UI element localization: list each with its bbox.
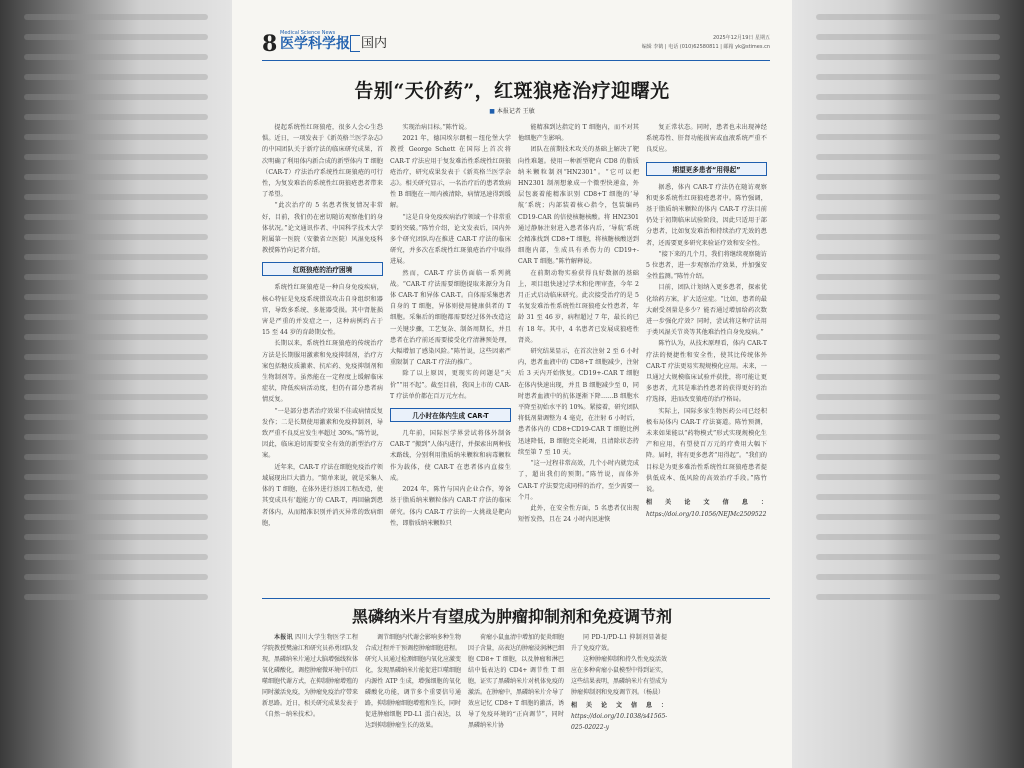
article2-body: [262, 632, 768, 762]
article1-byline: [232, 106, 792, 115]
date-line: 2025年12月19日 星期五: [712, 35, 770, 41]
blurred-backdrop-left: [0, 0, 232, 768]
article1-body: [262, 122, 768, 594]
byline-text: 本报记者 王敏: [496, 108, 535, 115]
paragraph: 实现治病目标。”陈竹说。: [402, 124, 471, 131]
masthead: [262, 30, 770, 57]
paragraph: “这一过程非常高效，几个小时内就完成了，超出我们的预期。”陈竹说，而体外 CAR-T 疗法要完成同样的治疗，至少需要一个月。: [518, 460, 639, 501]
article1-column-2: [390, 122, 511, 594]
subheading: 几小时在体内生成 CAR-T: [390, 408, 511, 422]
paragraph: [262, 632, 358, 720]
paragraph: 目前，团队计划纳入更多患者，探索优化给药方案，扩大适应症。“比如，患者的最大耐受剂量是多少？能否通过增加给药次数进一步强化疗效？同时，尝试将这种疗法用于类风湿关节炎等其他难治性自身免疫病。”: [646, 284, 767, 337]
page-number: 8: [262, 31, 278, 57]
paragraph: “接下来的几个月，我们将继续观察随访 5 位患者，进一步观察治疗效果，并加强安全性监测。”陈竹介绍。: [646, 250, 767, 281]
reference-doi: https://doi.org/10.1056/NEJMc2509522: [646, 510, 767, 518]
paragraph: 近年来，CAR-T 疗法在细胞免疫治疗领域展现出巨大潜力。“简单来说，就是采集人体的 T 细胞，在体外进行基因工程改造，使其变成具有‘超能力’的 CAR-T，再回输到患者体内，从而精准识别并消灭异常的致病细胞，: [262, 463, 383, 527]
paragraph: 提起系统性红斑狼疮，很多人会心生恐惧。近日，一项发表于《新英格兰医学杂志》的中国团队关于新疗法的临床研究成果，首次明确了利用体内新合成的新型体内 T 细胞（CAR-T）疗法治疗系统性红斑狼疮的可行性，为复发难治的系统性红斑狼疮患者带来了希望。: [262, 124, 383, 199]
paragraph: 这种肿瘤抑制和持久性免疫活效应在多种荷瘤小鼠模型中得到证实，这些结果表明，黑磷纳米片有望成为肿瘤抑制剂和免疫调节剂。（杨晨）: [571, 656, 667, 696]
paragraph-text: 四川大学生物医学工程学院教授樊渝江和研究员孙勇团队发现，黑磷纳米片通过大脑增强线粒体氧化磷酸化，调控肿瘤微环境中的巨噬细胞代谢方式，在抑制肿瘤增殖的同时激活免疫，为肿瘤免疫治疗带来新思路。近日，相关研究成果发表于《自然－纳米技术》。: [262, 634, 358, 718]
paper-name-en: Medical Science News: [280, 30, 336, 36]
article2-column-4: [571, 632, 667, 762]
paragraph: 能精准到达指定的 T 细胞内，而不对其他细胞产生影响。: [518, 124, 639, 143]
paragraph: 几年前，国际医学界尝试将体外制备 CAR-T “搬到”人体内进行，并探索出两种技术路线，分别利用脂质纳米颗粒和病毒颗粒作为载体，使 CAR-T 在患者体内直接生成。: [390, 430, 511, 482]
blurred-backdrop-right: [792, 0, 1024, 768]
paragraph: 实际上，国际多家生物医药公司已经积极布局体内 CAR-T 疗法赛道。陈竹预测，未来如果能以“药物模式”形式实现规模化生产和应用，有望使百万元的疗费用大幅下降。届时，将有更多患者“用得起”。“我们的目标是为更多难治性系统性红斑狼疮患者提供低成本、低风险的高效治疗手段。”陈竹说。: [646, 407, 767, 494]
newspaper-page: [232, 0, 792, 768]
subheading: 红斑狼疮的治疗困境: [262, 262, 383, 276]
masthead-rule: [262, 60, 770, 61]
article1-column-1: [262, 122, 383, 594]
paragraph: 除了以上原因，更现实的问题是“天价”“用不起”。截至目前，我国上市的 CAR-T 疗法单价都在百万元左右。: [390, 370, 511, 400]
paragraph: 此外，在安全性方面，5 名患者仅出现短暂发热，且在 24 小时内迅速恢: [518, 504, 639, 524]
article2-headline: 黑磷纳米片有望成为肿瘤抑制剂和免疫调节剂: [351, 607, 672, 626]
paragraph: 复正常状态。同时，患者也未出现神经系统毒性、肝肾功能损害或血液系统严重不良反应。: [646, 124, 767, 154]
reference-doi: https://doi.org/10.1038/s41565-025-02022-y: [571, 713, 667, 731]
subheading: 期望更多患者“用得起”: [646, 162, 767, 176]
article2-column-3: [468, 632, 564, 762]
paper-reference: [646, 497, 767, 519]
article2-column-1: [262, 632, 358, 762]
reference-label: 相关论文信息：: [646, 499, 767, 507]
paragraph: 2021 年，德国埃尔朗根－纽伦堡大学教授 George Schett 在国际上首次将 CAR-T 疗法应用于复发难治性系统性红斑狼疮治疗，研究成果发表于《新英格兰医学杂志》。相关研究显示，一名治疗后的患者致病性 B 细胞在一周内被清除，病情迅速得到缓解。: [390, 135, 511, 210]
article2-column-2: [365, 632, 461, 762]
section-bracket: [350, 35, 360, 52]
lead-tag: 本报讯: [274, 634, 293, 641]
paragraph: 调节细胞内代谢会影响多种生物合成过程并干预调控肿瘤细胞进程。研究人员通过检测细胞内氧化应激变化，发现黑磷纳米片能促进巨噬细胞内源性 ATP 生成，增强细胞的氧化磷酸化功能，调节多个重要信号通路，抑制肿瘤细胞增殖和生长，同时促进肿瘤细胞 PD-L1 蛋白表达，以达到抑制肿瘤生长的效果。: [365, 634, 461, 729]
paragraph: 2024 年，陈竹与国内企业合作，筹备基于脂质纳米颗粒体内 CAR-T 疗法的临床研究。体内 CAR-T 疗法的一大挑战是靶向性，即脂质纳米颗粒只: [390, 486, 511, 527]
paragraph: 荷瘤小鼠血清中增加的促炎细胞因子含量，高表达的肿瘤浸润淋巴细胞 CD8+ T 细胞，以及肿瘤和淋巴结中低表达的 CD4+ 调节性 T 细胞，证实了黑磷纳米片对机体免疫的激活。在肿瘤中，黑磷纳米片介导了效应记忆 CD8+ T 细胞的激活，诱导了免疫环境的“正向调节”，同时黑磷纳米片协: [468, 634, 564, 729]
section-name: 国内: [361, 36, 388, 51]
paragraph: 系统性红斑狼疮是一种自身免疫疾病，核心特征是免疫系统错误攻击自身组织和器官，导致多系统、多脏器受损。其中肾脏损害是严重的并发症之一，这种病例约占于 15 至 44 岁的育龄期女性。: [262, 284, 383, 337]
paragraph: 据悉，体内 CAR-T 疗法仍在随访观察和更多系统性红斑狼疮患者中。陈竹强调，基于脂质纳米颗粒的体内 CAR-T 疗法目前仍处于初期临床试验阶段，因此只适用于部分患者，比如复发难治和持续治疗无效的患者，还需要更多研究来验证疗效和安全性。: [646, 183, 767, 247]
paragraph: 在前期动物实验获得良好数据的基础上，项目组快速过学术和伦理审查，今年 2 月正式启动临床研究。此次接受治疗的是 5 名复发难治性系统性红斑狼疮女性患者，年龄 31 至 46 岁，病程超过 7 年，最长的已有 18 年。其中，4 名患者已发展成狼疮性肾炎。: [518, 269, 639, 344]
article1-headline: 告别“天价药”，红斑狼疮治疗迎曙光: [354, 80, 670, 102]
article1-column-4: [646, 122, 767, 594]
paragraph: 研究结果显示，在首次注射 2 至 6 小时内，患者血液中的 CD8+T 细胞减少，注射后 3 天内开始恢复。CD19+-CAR T 细胞在体内快速出现，并且 B 细胞减少至 0，同时患者血液中的抗体逐渐下降……B 细胞水平降至初始水平的 10%。紧接着，研究团队将低剂量调整为 4 毫克，在注射 6 小时后，患者体内的 CD8+CD19-CAR T 细胞比例迅速降低，B 细胞完全耗竭，且清除状态持续至第 7 至 10 天。: [518, 348, 639, 456]
article-divider: [262, 598, 770, 599]
paragraph: 然而，CAR-T 疗法仍面临一系列挑战。“CAR-T 疗法需要细胞提取来源分为自体 CAR-T 和异体 CAR-T。自体需采集患者自身的 T 细胞，异体则使用健康供者的 T 细胞。采集后的细胞都需要经过体外改造这一关键步骤，工艺复杂、制备周期长，并且患者在治疗前还需要接受化疗清淋预处理，大幅增加了感染风险。”陈竹说，这些因素严重限制了 CAR-T 疗法的推广。: [390, 269, 511, 367]
byline-marker: ■: [489, 108, 497, 115]
article1-column-3: [518, 122, 639, 594]
paragraph: 同 PD-1/PD-L1 抑制剂显著提升了免疫疗效。: [571, 634, 667, 652]
paragraph: “这是自身免疫疾病治疗领域一个非常重要的突破。”陈竹介绍，论文发表后，国内外多个研究团队均在推进 CAR-T 疗法的临床研究，并多次在系统性红斑狼疮治疗中取得进展。: [390, 213, 511, 266]
paper-logo: 医学科学报: [280, 36, 350, 52]
paper-reference: [571, 700, 667, 733]
paragraph: 陈竹认为，从技术原理看，体内 CAR-T 疗法的便捷性和安全性，使其比传统体外 CAR-T 疗法更易实现规模化应用。未来，一旦通过大规模临床试验并获批，将可能让更多患者，尤其是难治性患者的获得更好的治疗选择，进而改变狼疮的治疗格局。: [646, 340, 767, 404]
paragraph: “一是部分患者治疗效果不佳或病情反复发作；二是长期使用激素和免疫抑制剂，导致严重不良反应发生率超过 30%。”陈竹说，因此，临床迫切需要安全有效的新型治疗方案。: [262, 407, 383, 460]
paragraph: 团队在前期技术攻关的基础上解决了靶向性难题。使用一种新型靶向 CD8 的脂质纳米颗粒制剂“HN2301”。“它可以把 HN2301 制剂想象成一个微型快递盒，外层包裹着能精准识别 CD8+T 细胞的‘导航’系统；内部装着核心指令，包装编码 CD19-CAR 的信使核糖核酸。将 HN2301 通过静脉注射进入患者体内后，‘导航’系统会精准找到 CD8+T 细胞，将核糖核酸送到细胞内部，生成具有杀伤力的 CD19+-CAR T 细胞。”陈竹解释说。: [518, 146, 639, 266]
editor-line: 编辑 李鹤 | 电话 (010)62580811 | 邮箱 yk@stimes.cn: [641, 44, 770, 50]
reference-label: 相关论文信息：: [571, 702, 667, 709]
paragraph: 长期以来，系统性红斑狼疮的传统治疗方法是长期服用激素和免疫抑制剂，治疗方案包括糖皮质激素、抗疟药、免疫抑制剂和生物制剂等。虽然能在一定程度上缓解临床症状，降低疾病活动度，但仍有部分患者病情反复。: [262, 340, 383, 404]
paragraph: “此次治疗的 5 名患者恢复情况非常好，目前，我们仍在密切随访观察他们的身体状况。”论文通讯作者、中国科学技术大学附属第一医院（安徽省立医院）风湿免疫科教授陈竹向记者介绍。: [262, 202, 383, 255]
